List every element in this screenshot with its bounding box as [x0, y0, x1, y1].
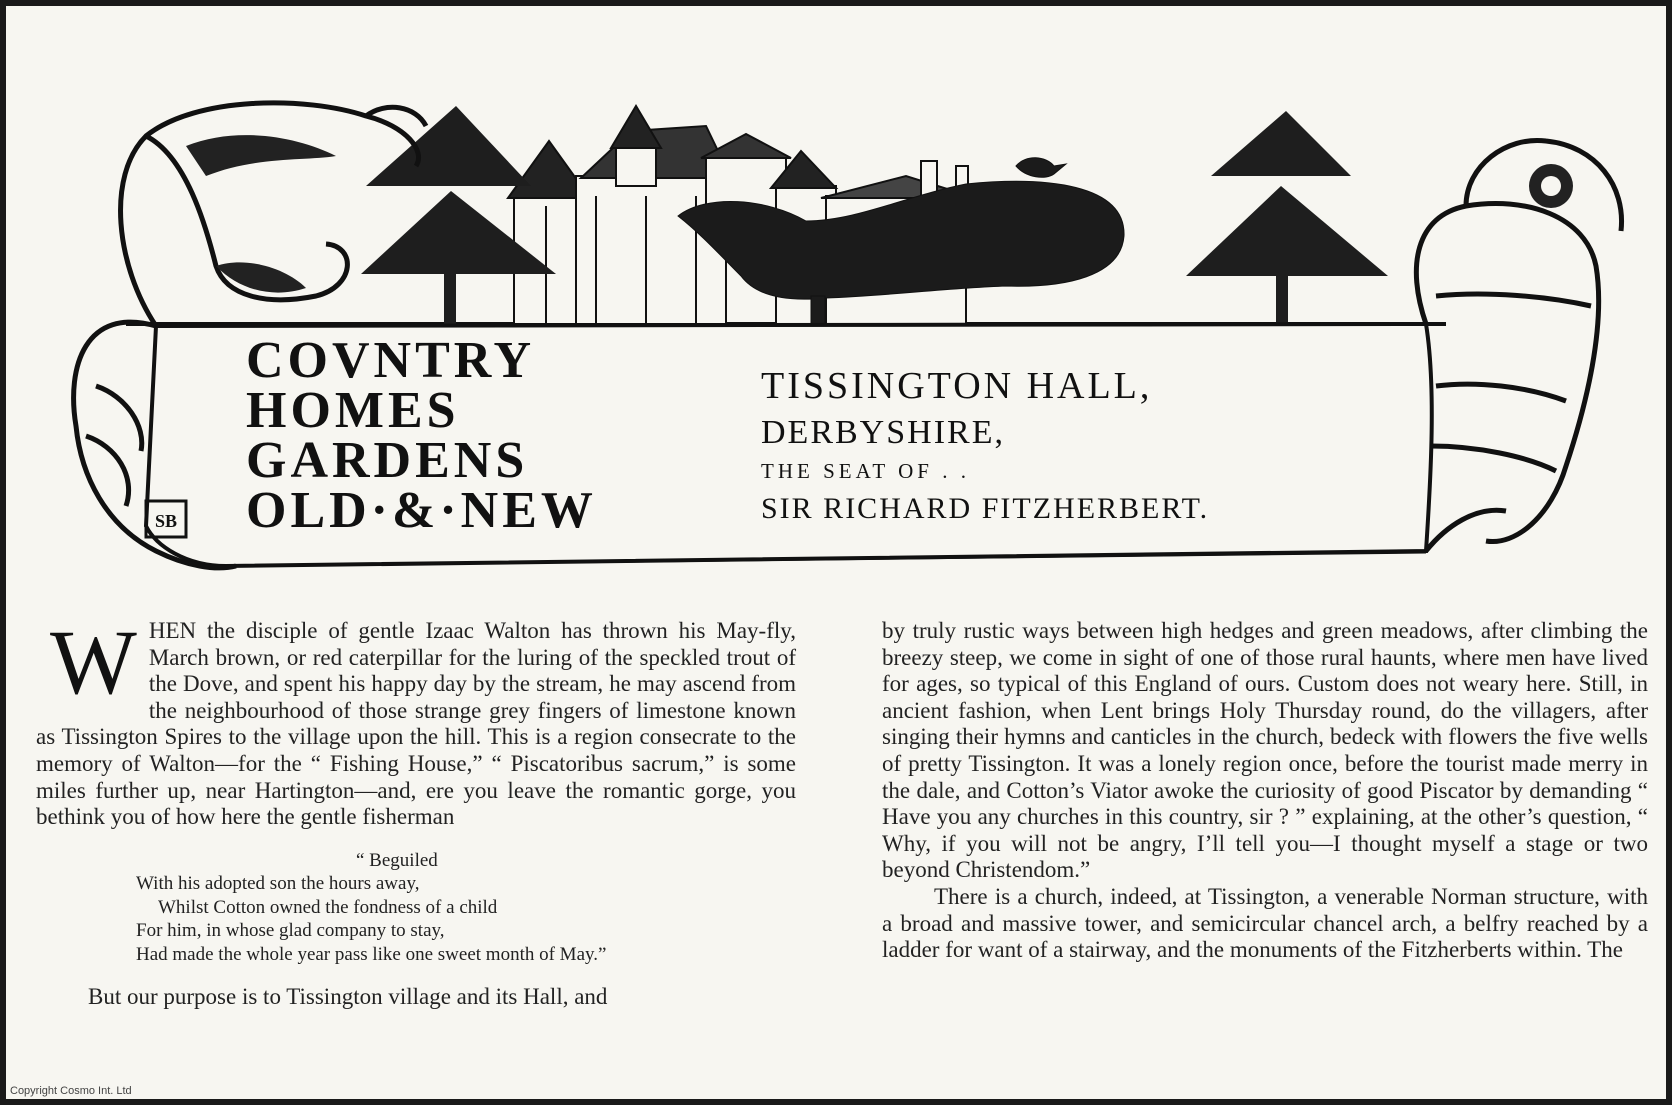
heading-seat-of: THE SEAT OF . . — [761, 459, 970, 483]
monogram-text: SB — [154, 511, 178, 531]
article-heading — [761, 361, 1209, 531]
article-paragraph-2: But our purpose is to Tissington village and its Hall, and — [88, 984, 608, 1010]
article-paragraph-4: There is a church, indeed, at Tissington, a venerable Norman structure, with a broad and massive tower, and semicircular chancel arch, a belfry reached by a ladder for want of a stairway, and the monuments of the Fitzherberts within. The — [882, 883, 1648, 963]
verse-line: Had made the whole year pass like one sweet month of May.” — [136, 943, 607, 965]
heading-hall-name: TISSINGTON HALL, — [761, 365, 1153, 407]
heading-owner: SIR RICHARD FITZHERBERT. — [761, 492, 1210, 525]
paragraph-1-text: HEN the disciple of gentle Izaac Walton has thrown his May-fly, March brown, or red caterpillar for the luring of the speckled trout of the Dove, and spent his happy day by the stream, he may ascend from the neighbourhood of those strange grey fingers of limestone known as Tissington Spires to the village upon the hill. This is a region consecrate to the memory of Walton—for the “ Fishing House,” “ Piscatoribus sacrum,” is some miles further up, near Hartington—and, ere you leave the romantic gorge, you bethink you of how here the gentle fisherman — [36, 618, 796, 830]
copyright-notice: Copyright Cosmo Int. Ltd — [10, 1085, 132, 1097]
series-title-line-2: HOMES — [246, 382, 460, 439]
topiary-tree-right — [1186, 111, 1388, 324]
verse-line: Whilst Cotton owned the fondness of a child — [158, 896, 498, 918]
verse-line: With his adopted son the hours away, — [136, 873, 420, 895]
verse-quotation — [136, 849, 796, 967]
article-paragraph-3: by truly rustic ways between high hedges and green meadows, after climbing the breezy steep, we come in sight of one of those rural haunts, where men have lived for ages, so typical of this England of ours. Custom does not weary here. Still, in ancient fashion, when Lent brings Holy Thursday round, do the villagers, after singing their hymns and canticles in the church, bedeck with flowers the five wells of pretty Tissington. It was a lonely region once, before the tourist made merry in the dale, and Cotton’s Viator awoke the curiosity of good Piscator by demanding “ Have you any churches in this country, sir ? ” explaining, at the other’s question, “ Why, if you will not be angry, I’ll tell you—I thought myself a stage or two beyond Christendom.” — [882, 618, 1648, 883]
verse-line: For him, in whose glad company to stay, — [136, 920, 445, 942]
verse-line: “ Beguiled — [356, 849, 438, 871]
article-column-right — [882, 618, 1648, 964]
right-scroll-curl — [1416, 140, 1621, 551]
magazine-page — [6, 6, 1666, 1099]
series-title-line-1: COVNTRY — [246, 332, 536, 389]
article-column-left — [36, 611, 796, 1011]
series-title-line-4: OLD·&·NEW — [246, 482, 597, 539]
series-title-line-3: GARDENS — [246, 432, 529, 489]
series-title — [246, 332, 597, 539]
article-paragraph-1 — [36, 611, 796, 831]
drop-cap: W — [50, 611, 137, 713]
heading-county: DERBYSHIRE, — [761, 414, 1005, 451]
